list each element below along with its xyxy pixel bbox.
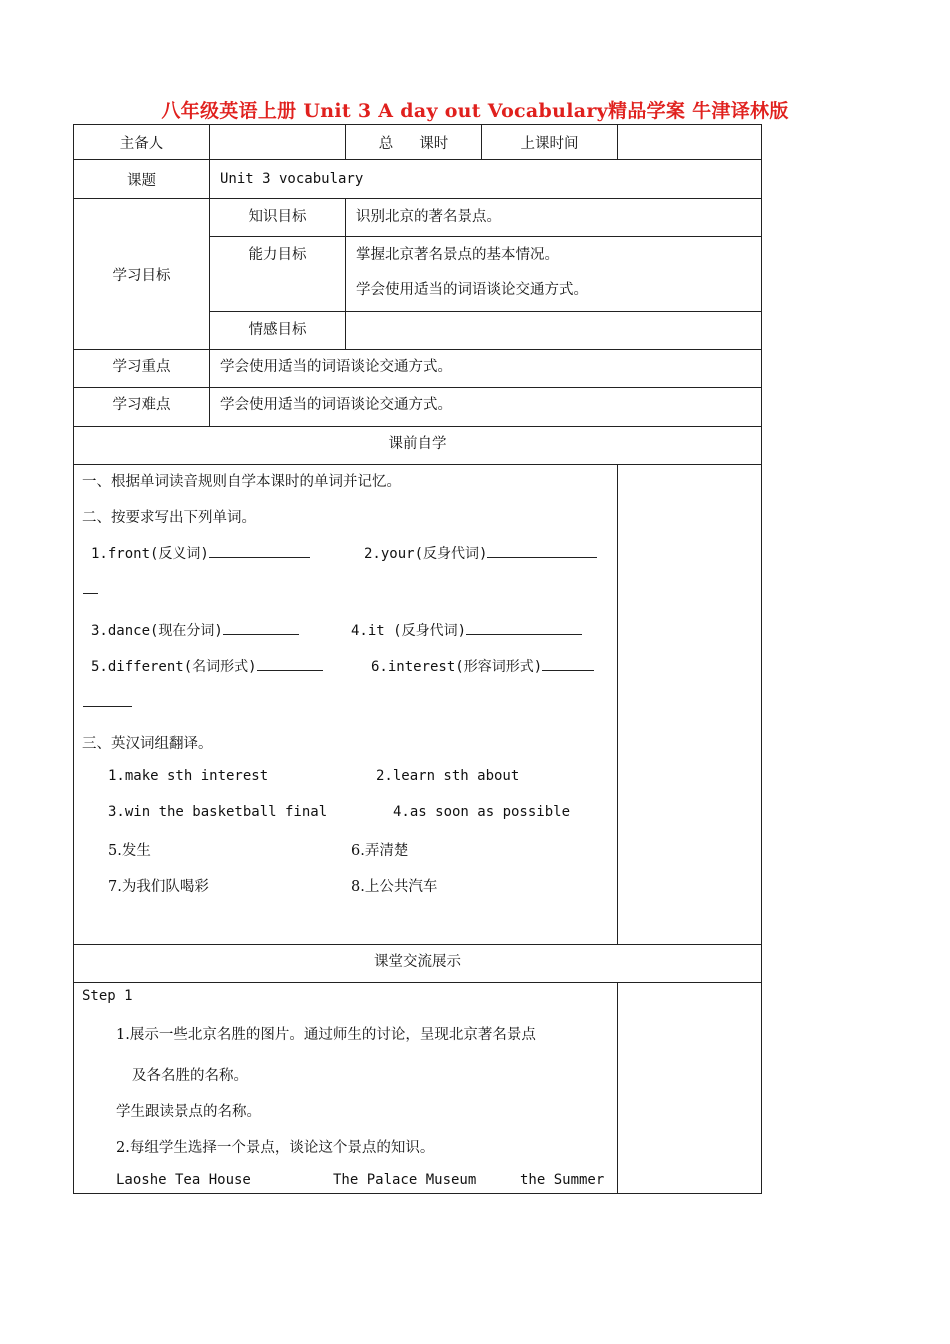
ability-value: [346, 237, 761, 311]
document-title: 八年级英语上册 Unit 3 A day out Vocabulary精品学案 牛津译林版: [161, 100, 789, 122]
classroom-heading-row: [73, 945, 762, 983]
total-label: 总: [378, 135, 394, 152]
emotion-label: 情感目标: [210, 312, 346, 349]
answer-blank: [83, 578, 98, 594]
step1-line-1: 1.展示一些北京名胜的图片。通过师生的讨论，呈现北京著名景点: [116, 1027, 536, 1043]
answer-blank: [209, 542, 310, 558]
step2-text: 2.每组学生选择一个景点，谈论这个景点的知识。: [116, 1140, 435, 1156]
objectives-row: [73, 199, 762, 350]
answer-blank: [542, 655, 594, 671]
ability-line-2: 学会使用适当的词语谈论交通方式。: [356, 282, 588, 298]
ability-label: 能力目标: [210, 237, 346, 311]
objectives-label: 学习目标: [74, 199, 210, 349]
preclass-heading: 课前自学: [388, 436, 447, 452]
objectives-table: [210, 199, 761, 349]
question-6-text: 6.interest(形容词形式): [371, 659, 543, 675]
topic-value: Unit 3 vocabulary: [220, 171, 364, 187]
question-5-text: 5.different(名词形式): [91, 659, 257, 675]
question-3: [91, 619, 299, 640]
phrase-5: 5.发生: [108, 843, 151, 859]
difficulty-label: 学习难点: [74, 388, 210, 426]
question-5: [91, 655, 323, 676]
part2-text: 二、按要求写出下列单词。: [82, 510, 256, 526]
part3-text: 三、英汉词组翻译。: [82, 736, 213, 752]
preclass-body-row: [73, 465, 762, 945]
question-6-continued: [83, 691, 132, 711]
difficulty-row: [73, 388, 762, 427]
preclass-content: [74, 465, 618, 944]
question-4-text: 4.it (反身代词): [351, 623, 467, 639]
answer-blank: [83, 691, 132, 707]
knowledge-label: 知识目标: [210, 199, 346, 236]
phrase-2: 2.learn sth about: [376, 768, 520, 784]
answer-blank: [223, 619, 299, 635]
preparer-value: [210, 125, 346, 159]
total-hours-cell: [346, 125, 482, 159]
preclass-notes-column: [618, 465, 761, 944]
hours-label: 课时: [419, 135, 449, 152]
question-3-text: 3.dance(现在分词): [91, 623, 223, 639]
step1-line-3: 学生跟读景点的名称。: [116, 1104, 261, 1120]
preparer-label: 主备人: [74, 125, 210, 159]
place-3: the Summer: [520, 1172, 605, 1188]
place-1: Laoshe Tea House: [116, 1172, 251, 1188]
ability-line-1: 掌握北京著名景点的基本情况。: [356, 247, 559, 263]
classroom-heading: 课堂交流展示: [374, 954, 461, 970]
question-6: [371, 655, 594, 676]
knowledge-row: [210, 199, 761, 237]
classroom-body-row: [73, 983, 762, 1194]
question-4: [351, 619, 582, 640]
question-1: [91, 542, 310, 563]
key-point-label: 学习重点: [74, 350, 210, 387]
key-point-value: 学会使用适当的词语谈论交通方式。: [220, 359, 452, 375]
phrase-8: 8.上公共汽车: [351, 879, 438, 895]
step1-line-2: 及各名胜的名称。: [132, 1068, 248, 1084]
question-1-text: 1.front(反义词): [91, 546, 209, 562]
phrase-1: 1.make sth interest: [108, 768, 269, 784]
difficulty-value: 学会使用适当的词语谈论交通方式。: [220, 397, 452, 413]
place-2: The Palace Museum: [333, 1172, 477, 1188]
lesson-plan-table: [73, 124, 762, 1194]
answer-blank: [487, 542, 597, 558]
topic-row: [73, 160, 762, 199]
phrase-3: 3.win the basketball final: [108, 804, 328, 820]
header-row: [73, 124, 762, 160]
key-point-row: [73, 350, 762, 388]
knowledge-value: 识别北京的著名景点。: [356, 209, 501, 225]
step-label: Step 1: [82, 988, 133, 1004]
classroom-content: [74, 983, 618, 1193]
class-time-label: 上课时间: [482, 125, 618, 159]
phrase-4: 4.as soon as possible: [393, 804, 571, 820]
preclass-heading-row: [73, 427, 762, 465]
emotion-row: [210, 312, 761, 349]
class-time-value: [618, 125, 761, 159]
phrase-6: 6.弄清楚: [351, 843, 409, 859]
topic-label: 课题: [74, 160, 210, 198]
ability-row: [210, 237, 761, 312]
phrase-7: 7.为我们队喝彩: [108, 879, 209, 895]
question-2-text: 2.your(反身代词): [364, 546, 488, 562]
question-2: [364, 542, 597, 563]
classroom-notes-column: [618, 983, 761, 1193]
part1-text: 一、根据单词读音规则自学本课时的单词并记忆。: [82, 474, 401, 490]
answer-blank: [466, 619, 582, 635]
answer-blank: [257, 655, 323, 671]
question-2-continued: [83, 578, 98, 598]
emotion-value: [346, 312, 761, 349]
